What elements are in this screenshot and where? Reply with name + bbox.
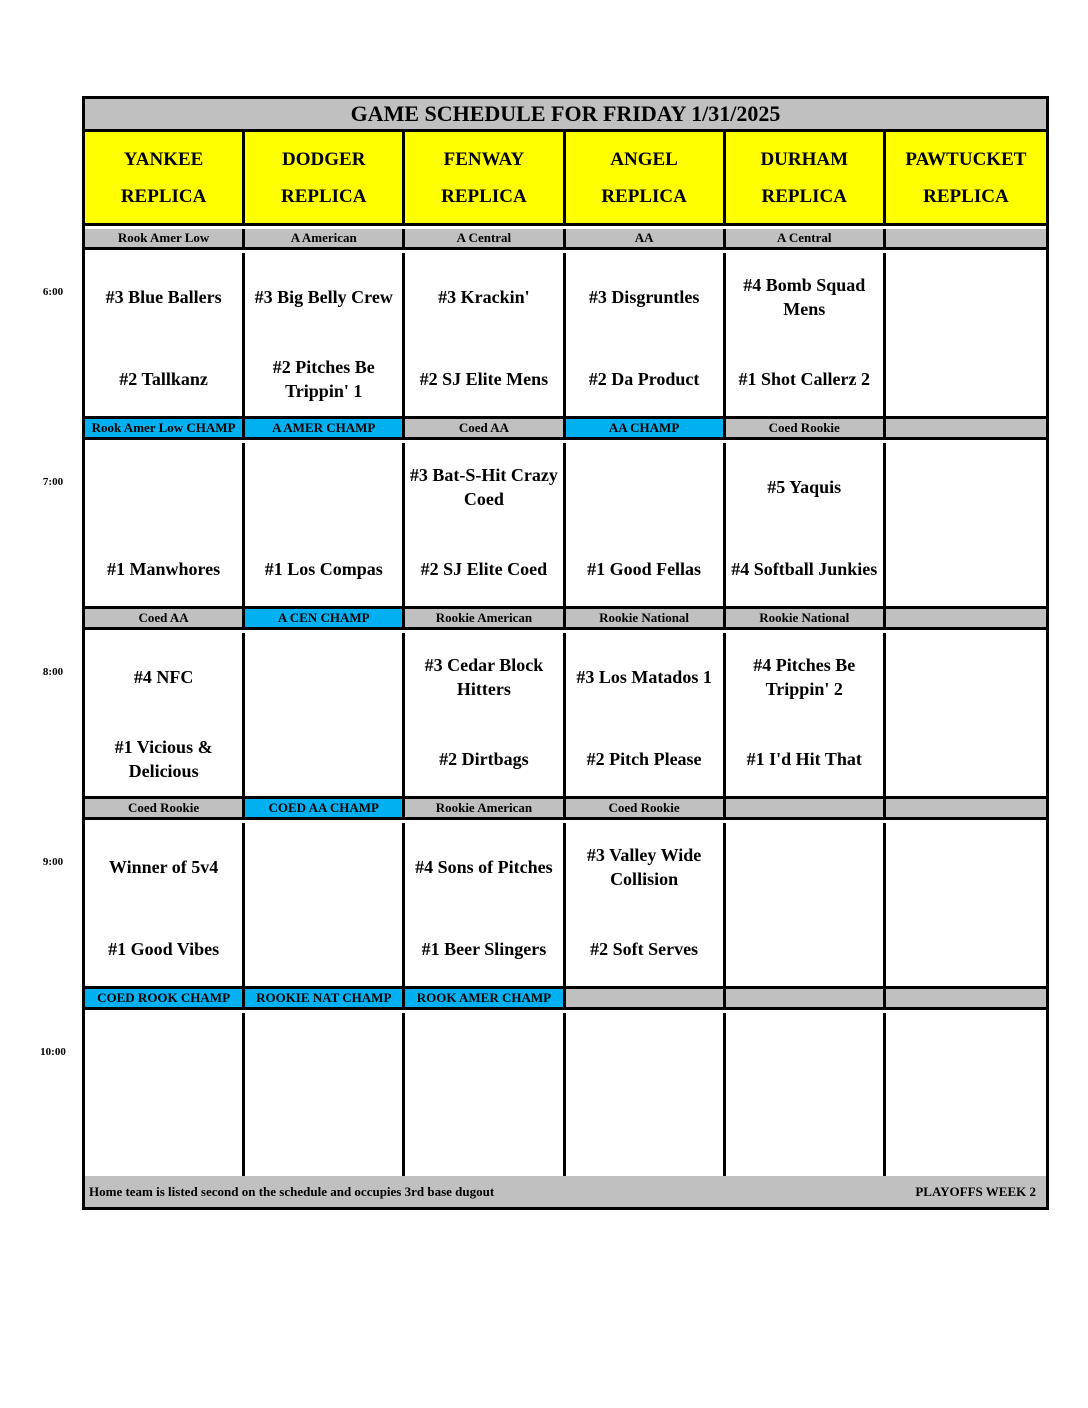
home-team — [886, 539, 1046, 599]
game-cell — [405, 633, 565, 796]
game-cell — [566, 633, 726, 796]
away-team — [566, 1027, 723, 1087]
away-team: #3 Disgruntles — [588, 287, 700, 307]
away-team: #4 Bomb Squad Mens — [743, 275, 866, 319]
field-name: PAWTUCKET — [905, 148, 1027, 170]
home-team: #1 Shot Callerz 2 — [738, 369, 870, 389]
game-cell — [245, 443, 405, 606]
time-label: 7:00 — [42, 476, 64, 488]
division-label: Rookie National — [566, 609, 726, 627]
game-cell — [726, 1013, 886, 1176]
game-cell — [405, 1013, 565, 1176]
division-label: Rookie National — [726, 609, 886, 627]
game-cell — [886, 253, 1046, 416]
division-label-row — [85, 419, 1046, 440]
game-cell — [726, 253, 886, 416]
home-team — [886, 349, 1046, 409]
away-team: #4 NFC — [133, 667, 194, 687]
game-cell — [85, 253, 245, 416]
game-cell — [886, 443, 1046, 606]
away-team: #3 Cedar Block Hitters — [424, 655, 544, 699]
division-label: AA — [566, 229, 726, 247]
game-cell — [566, 1013, 726, 1176]
field-name: YANKEE — [123, 148, 204, 170]
home-team — [726, 919, 883, 979]
game-cell — [405, 443, 565, 606]
away-team — [85, 1027, 242, 1087]
home-team — [886, 919, 1046, 979]
home-team: #2 SJ Elite Mens — [419, 369, 549, 389]
game-cell — [726, 443, 886, 606]
away-team: #3 Valley Wide Collision — [586, 845, 702, 889]
home-team — [886, 1109, 1046, 1169]
division-label: Coed AA — [405, 419, 565, 437]
field-subtitle: REPLICA — [441, 185, 527, 207]
away-team: Winner of 5v4 — [108, 857, 219, 877]
game-cell — [85, 1013, 245, 1176]
home-team — [245, 919, 402, 979]
away-team — [886, 1027, 1046, 1087]
division-label-row — [85, 799, 1046, 820]
game-cell — [886, 1013, 1046, 1176]
division-label: A Central — [726, 229, 886, 247]
field-header-fenway — [405, 132, 565, 223]
home-team: #1 I'd Hit That — [746, 749, 862, 769]
division-label: ROOK AMER CHAMP — [405, 989, 565, 1007]
field-header-dodger — [245, 132, 405, 223]
schedule-footer — [85, 1176, 1046, 1207]
away-team: #3 Big Belly Crew — [254, 287, 393, 307]
away-team: #3 Blue Ballers — [105, 287, 222, 307]
home-team — [85, 1109, 242, 1169]
away-team — [245, 837, 402, 897]
game-row — [85, 443, 1046, 609]
field-header-row — [85, 132, 1046, 226]
home-team: #2 Pitch Please — [586, 749, 702, 769]
home-team — [726, 1109, 883, 1169]
division-label — [886, 989, 1046, 1007]
home-team — [566, 1109, 723, 1169]
home-team — [245, 729, 402, 789]
home-team: #2 Soft Serves — [590, 939, 699, 959]
game-cell — [566, 823, 726, 986]
division-label — [726, 989, 886, 1007]
game-cell — [85, 443, 245, 606]
field-subtitle: REPLICA — [923, 185, 1009, 207]
game-cell — [726, 823, 886, 986]
away-team — [85, 457, 242, 517]
away-team: #4 Pitches Be Trippin' 2 — [753, 655, 856, 699]
away-team: #3 Krackin' — [438, 287, 530, 307]
division-label: A CEN CHAMP — [245, 609, 405, 627]
home-team: #4 Softball Junkies — [731, 559, 878, 579]
home-team: #2 Da Product — [588, 369, 700, 389]
game-cell — [405, 823, 565, 986]
away-team — [245, 457, 402, 517]
home-team — [245, 1109, 402, 1169]
division-label: Rookie American — [405, 609, 565, 627]
away-team — [405, 1027, 562, 1087]
field-header-angel — [566, 132, 726, 223]
home-team — [405, 1109, 562, 1169]
away-team — [886, 837, 1046, 897]
game-cell — [886, 823, 1046, 986]
field-name: ANGEL — [610, 148, 678, 170]
home-team: #1 Good Vibes — [108, 939, 220, 959]
division-label: A AMER CHAMP — [245, 419, 405, 437]
away-team: #3 Bat-S-Hit Crazy Coed — [409, 465, 558, 509]
game-cell — [886, 633, 1046, 796]
home-team: #1 Vicious & Delicious — [114, 737, 213, 781]
field-name: FENWAY — [443, 148, 525, 170]
time-label: 9:00 — [42, 856, 64, 868]
division-label: ROOKIE NAT CHAMP — [245, 989, 405, 1007]
game-cell — [566, 253, 726, 416]
away-team — [245, 1027, 402, 1087]
division-label-row — [85, 989, 1046, 1010]
division-label: Coed Rookie — [726, 419, 886, 437]
field-header-pawtucket — [886, 132, 1046, 223]
home-team: #2 Dirtbags — [439, 749, 529, 769]
home-team — [886, 729, 1046, 789]
division-label — [886, 229, 1046, 247]
game-cell — [85, 633, 245, 796]
home-team: #1 Los Compas — [264, 559, 383, 579]
away-team — [886, 647, 1046, 707]
away-team — [245, 647, 402, 707]
game-cell — [245, 633, 405, 796]
division-label — [886, 609, 1046, 627]
field-subtitle: REPLICA — [601, 185, 687, 207]
away-team: #3 Los Matados 1 — [576, 667, 712, 687]
division-label: COED AA CHAMP — [245, 799, 405, 817]
game-cell — [245, 823, 405, 986]
home-team: #1 Beer Slingers — [421, 939, 547, 959]
division-label: COED ROOK CHAMP — [85, 989, 245, 1007]
field-header-durham — [726, 132, 886, 223]
field-subtitle: REPLICA — [280, 185, 367, 207]
game-row — [85, 823, 1046, 989]
home-team-note: Home team is listed second on the schedule and occupies 3rd base dugout — [89, 1183, 495, 1199]
home-team: #2 Pitches Be Trippin' 1 — [272, 357, 375, 401]
division-label: A American — [245, 229, 405, 247]
division-label: Rook Amer Low CHAMP — [85, 419, 245, 437]
division-label: Coed Rookie — [566, 799, 726, 817]
game-cell — [245, 1013, 405, 1176]
division-label — [886, 799, 1046, 817]
division-label-row — [85, 609, 1046, 630]
home-team: #2 Tallkanz — [119, 369, 208, 389]
away-team: #4 Sons of Pitches — [415, 857, 553, 877]
time-label: 8:00 — [42, 666, 64, 678]
division-label — [726, 799, 886, 817]
division-label: Rook Amer Low — [85, 229, 245, 247]
game-cell — [405, 253, 565, 416]
away-team — [566, 457, 723, 517]
schedule-title: GAME SCHEDULE FOR FRIDAY 1/31/2025 — [85, 99, 1046, 132]
division-label: Rookie American — [405, 799, 565, 817]
home-team: #1 Good Fellas — [587, 559, 702, 579]
field-subtitle: REPLICA — [120, 185, 207, 207]
away-team — [886, 457, 1046, 517]
field-name: DODGER — [282, 148, 366, 170]
game-row — [85, 633, 1046, 799]
game-cell — [85, 823, 245, 986]
game-row — [85, 1013, 1046, 1179]
away-team — [886, 267, 1046, 327]
field-header-yankee — [85, 132, 245, 223]
away-team — [726, 837, 883, 897]
home-team: #2 SJ Elite Coed — [420, 559, 548, 579]
field-name: DURHAM — [760, 148, 849, 170]
time-label: 6:00 — [42, 286, 64, 298]
division-label: Coed AA — [85, 609, 245, 627]
time-label: 10:00 — [40, 1046, 66, 1058]
division-label: AA CHAMP — [566, 419, 726, 437]
away-team — [726, 1027, 883, 1087]
away-team: #5 Yaquis — [767, 477, 842, 497]
division-label: A Central — [405, 229, 565, 247]
game-row — [85, 253, 1046, 419]
schedule-sheet — [82, 96, 1049, 1210]
home-team: #1 Manwhores — [106, 559, 221, 579]
division-label: Coed Rookie — [85, 799, 245, 817]
division-label — [886, 419, 1046, 437]
playoffs-week: PLAYOFFS WEEK 2 — [915, 1183, 1036, 1199]
division-label — [566, 989, 726, 1007]
division-label-row — [85, 229, 1046, 250]
game-cell — [726, 633, 886, 796]
game-cell — [245, 253, 405, 416]
field-subtitle: REPLICA — [761, 185, 847, 207]
game-cell — [566, 443, 726, 606]
